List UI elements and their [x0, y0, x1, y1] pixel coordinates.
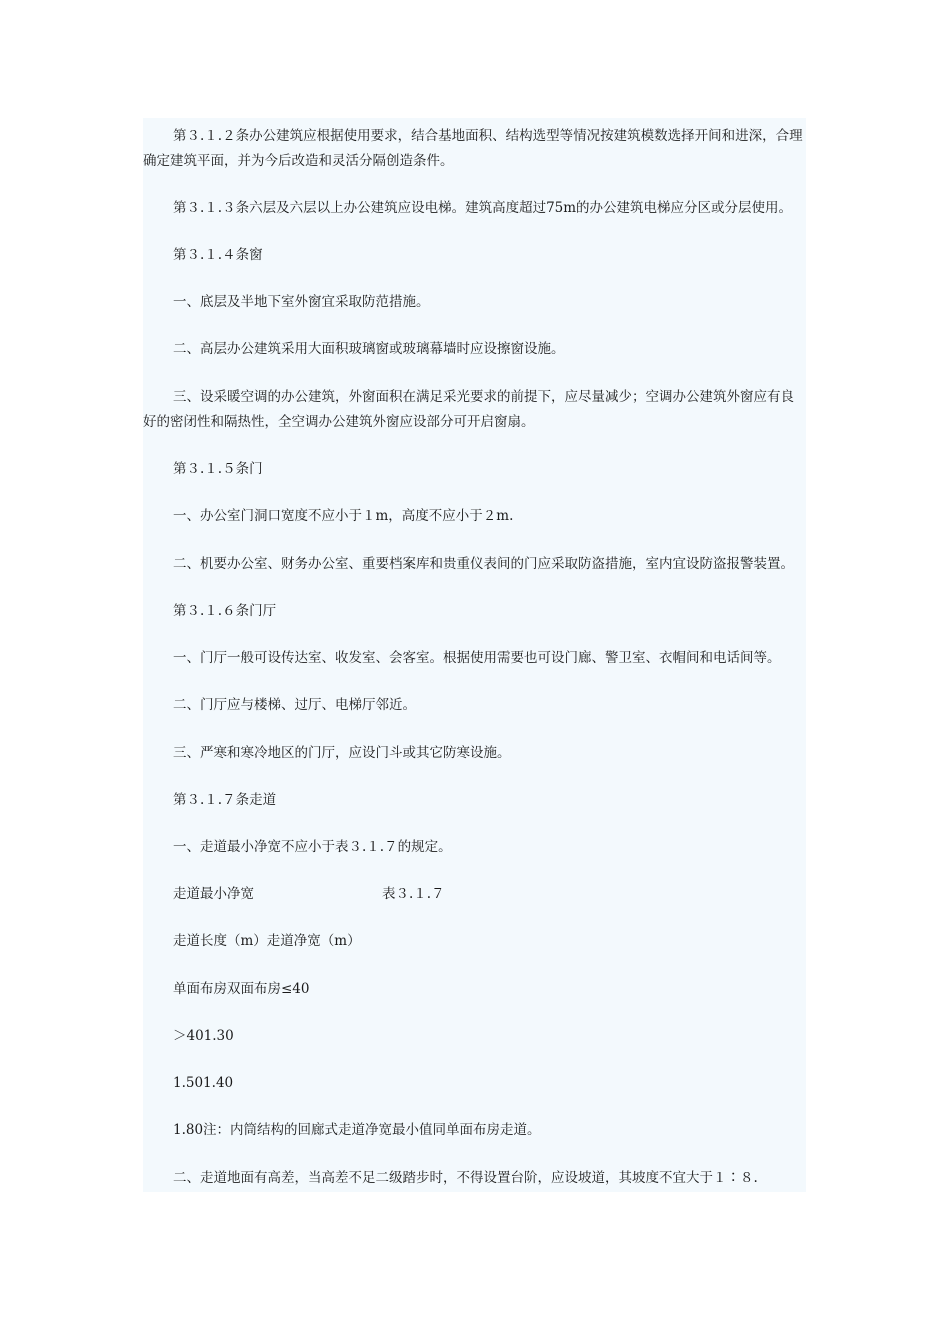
- clause-3-1-4-heading: 第３.１.４条窗: [173, 247, 263, 263]
- window-item-2: 二、高层办公建筑采用大面积玻璃窗或玻璃幕墙时应设擦窗设施。: [173, 341, 565, 357]
- window-item-3: 三、设采暖空调的办公建筑，外窗面积在满足采光要求的前提下，应尽量减少；空调办公建筑外窗应有良好的密闭性和隔热性，全空调办公建筑外窗应设部分可开启窗扇。: [143, 389, 794, 430]
- clause-3-1-6-heading: 第３.１.６条门厅: [173, 603, 277, 619]
- lobby-item-1: 一、门厅一般可设传达室、收发室、会客室。根据使用需要也可设门廊、警卫室、衣帽间和电话间等。: [173, 650, 781, 666]
- door-item-1: 一、办公室门洞口宽度不应小于１m，高度不应小于２m.: [173, 508, 514, 524]
- corridor-item-2: 二、走道地面有高差，当高差不足二级踏步时，不得设置台阶，应设坡道，其坡度不宜大于１∶８.: [173, 1170, 758, 1186]
- corridor-item-1: 一、走道最小净宽不应小于表３.１.７的规定。: [173, 839, 452, 855]
- table-row-3: 1.501.40: [173, 1075, 234, 1091]
- clause-3-1-5-heading: 第３.１.５条门: [173, 461, 263, 477]
- table-row-2: ＞401.30: [173, 1028, 234, 1044]
- window-item-1: 一、底层及半地下室外窗宜采取防范措施。: [173, 294, 430, 310]
- lobby-item-2: 二、门厅应与楼梯、过厅、电梯厅邻近。: [173, 697, 416, 713]
- table-number: 表３.１.７: [382, 886, 445, 902]
- table-row-1: 单面布房双面布房≤40: [173, 981, 310, 997]
- door-item-2: 二、机要办公室、财务办公室、重要档案库和贵重仪表间的门应采取防盗措施，室内宜设防盗报警装置。: [173, 556, 794, 572]
- table-caption: [143, 882, 806, 907]
- table-note: 1.80注：内筒结构的回廊式走道净宽最小值同单面布房走道。: [173, 1122, 541, 1138]
- table-title: 走道最小净宽: [173, 886, 254, 902]
- clause-3-1-7-heading: 第３.１.７条走道: [173, 792, 277, 808]
- clause-3-1-3: 第３.１.３条六层及六层以上办公建筑应设电梯。建筑高度超过75m的办公建筑电梯应分区或分层使用。: [173, 200, 793, 216]
- clause-3-1-2: 第３.１.２条办公建筑应根据使用要求，结合基地面积、结构选型等情况按建筑模数选择开间和进深，合理确定建筑平面，并为今后改造和灵活分隔创造条件。: [143, 128, 803, 169]
- table-header-row: 走道长度（m）走道净宽（m）: [173, 933, 361, 949]
- lobby-item-3: 三、严寒和寒冷地区的门厅，应设门斗或其它防寒设施。: [173, 745, 511, 761]
